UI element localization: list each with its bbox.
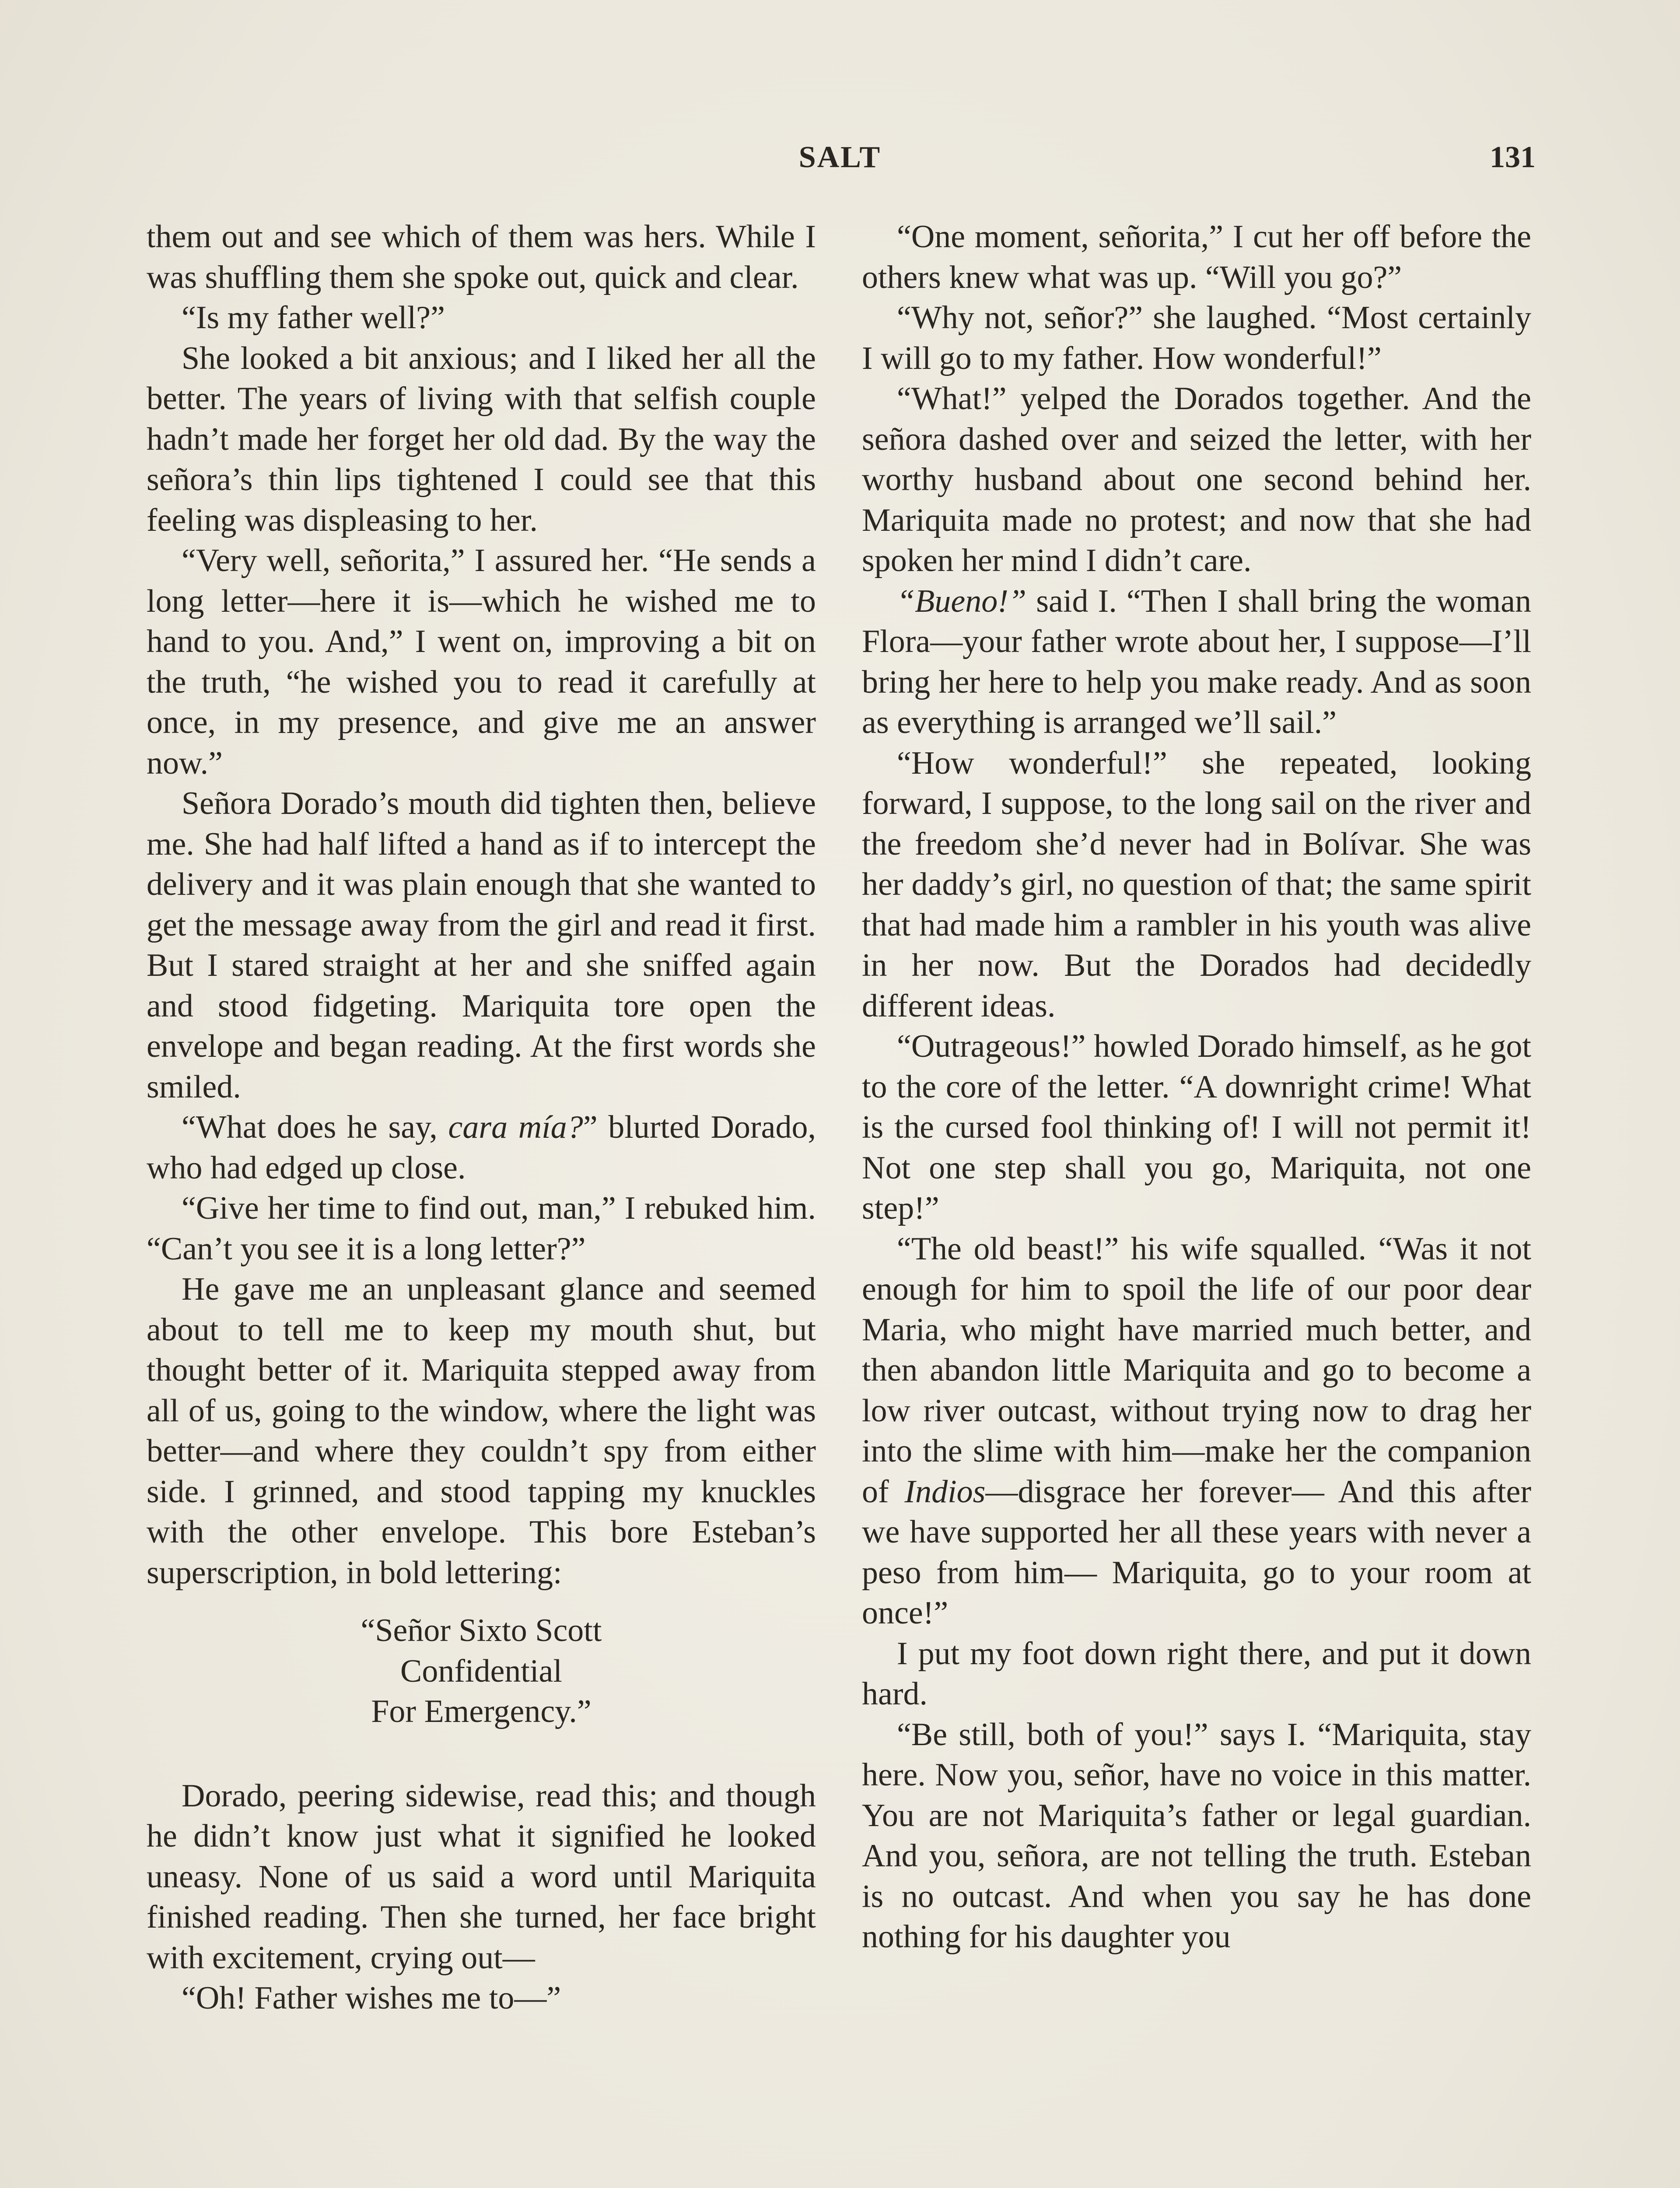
paragraph: She looked a bit anxious; and I liked her all the better. The years of living with that selfish couple hadn’t made her forget her old dad. By the way the señora’s thin lips tightened I could see that this feeling was displeasing to her. [147,340,816,538]
envelope-superscription [147,1610,816,1732]
address-line: “Señor Sixto Scott [360,1613,602,1648]
italic-text: Indios [904,1473,986,1510]
text-run: ” blurted Dorado, who had edged up close. [147,1109,816,1186]
address-line: Confidential [400,1653,562,1689]
address-line: For Emergency.” [371,1694,592,1729]
paragraph: “Give her time to find out, man,” I rebuked him. “Can’t you see it is a long letter?” [147,1190,816,1267]
paragraph: “Oh! Father wishes me to—” [182,1980,561,2016]
page-header [144,133,1536,182]
paragraph: “Why not, señor?” she laughed. “Most certainly I will go to my father. How wonderful!” [862,300,1531,376]
page-number: 131 [1490,140,1536,174]
paragraph: I put my foot down right there, and put it down hard. [862,1635,1531,1712]
text-run: said I. “Then I shall bring the woman Flora—your father wrote about her, I suppose—I’ll bring her here to help you make ready. And as soon as everything is arranged we’ll sail.” [862,583,1531,740]
paragraph [862,1229,1531,1634]
paragraph: Señora Dorado’s mouth did tighten then, believe me. She had half lifted a hand as if to intercept the delivery and it was plain enough that she wanted to get the message away from the girl and read it first. But I stared straight at her and she sniffed again and stood fidgeting. Mariquita tore open the envelope and began reading. At the first words she smiled. [147,785,816,1105]
right-column [862,217,1531,1957]
left-column [147,217,816,2019]
paragraph [147,1107,816,1188]
paragraph: He gave me an unpleasant glance and seemed about to tell me to keep my mouth shut, but thought better of it. Mariquita stepped away from all of us, going to the window, where the light was better—and where they couldn’t spy from either side. I grinned, and stood tapping my knuckles with the other envelope. This bore Esteban’s superscription, in bold lettering: [147,1271,816,1591]
running-title: SALT [798,140,882,174]
italic-text: “Bueno!” [897,583,1026,619]
text-run: —disgrace her forever— And this after we have supported her all these years with never a peso from him— Mariquita, go to your room at once!” [862,1473,1531,1631]
paragraph: “One moment, señorita,” I cut her off before the others knew what was up. “Will you go?” [862,219,1531,295]
paragraph: “What!” yelped the Dorados together. And the señora dashed over and seized the letter, with her worthy husband about one second behind her. Mariquita made no protest; and now that she had spoken her mind I didn’t care. [862,381,1531,579]
paragraph: “Be still, both of you!” says I. “Mariquita, stay here. Now you, señor, have no voice in this matter. You are not Mariquita’s father or legal guardian. And you, señora, are not telling the truth. Esteban is no outcast. And when you say he has done nothing for his daughter you [862,1716,1531,1955]
paragraph: “Outrageous!” howled Dorado himself, as he got to the core of the letter. “A downright crime! What is the cursed fool thinking of! I will not permit it! Not one step shall you go, Mariquita, not one step!” [862,1028,1531,1226]
paragraph [862,581,1531,743]
text-run: “What does he say, [182,1109,448,1145]
paragraph: them out and see which of them was hers. While I was shuffling them she spoke out, quick and clear. [147,219,816,295]
italic-text: cara mía? [448,1109,583,1145]
paragraph: “Is my father well?” [182,300,445,336]
text-run: “The old beast!” his wife squalled. “Was it not enough for him to spoil the life of our poor dear Maria, who might have married much better, and then abandon little Mariquita and go to become a low river outcast, without trying now to drag her into the slime with him—make her the companion of [862,1231,1531,1510]
paragraph: “Very well, señorita,” I assured her. “He sends a long letter—here it is—which he wished me to hand to you. And,” I went on, improving a bit on the truth, “he wished you to read it carefully at once, in my presence, and give me an answer now.” [147,543,816,781]
paragraph: Dorado, peering sidewise, read this; and though he didn’t know just what it signified he looked uneasy. None of us said a word until Mariquita finished reading. Then she turned, her face bright with excitement, crying out— [147,1778,816,1976]
paragraph: “How wonderful!” she repeated, looking forward, I suppose, to the long sail on the river and the freedom she’d never had in Bolívar. She was her daddy’s girl, no question of that; the same spirit that had made him a rambler in his youth was alive in her now. But the Dorados had decidedly different ideas. [862,745,1531,1024]
